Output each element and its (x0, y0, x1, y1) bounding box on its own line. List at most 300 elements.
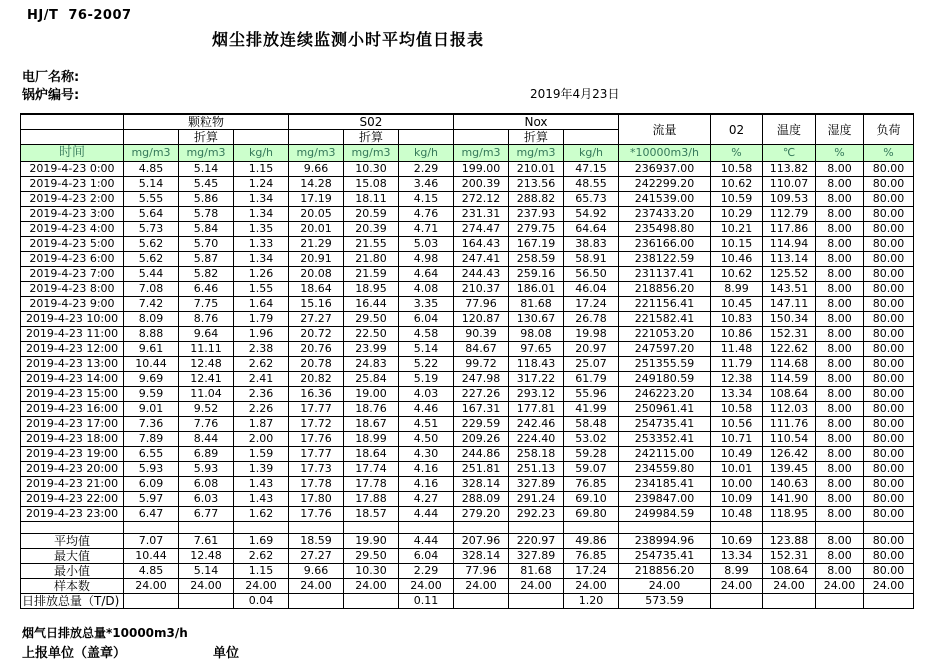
value-cell: 2.36 (234, 387, 289, 402)
plant-name-label: 电厂名称: (22, 70, 80, 85)
value-cell: 1.96 (234, 327, 289, 342)
value-cell: 18.67 (344, 417, 399, 432)
value-cell: 9.61 (124, 342, 179, 357)
unit-cell: mg/m3 (289, 145, 344, 162)
value-cell: 17.72 (289, 417, 344, 432)
value-cell: 4.44 (399, 507, 454, 522)
time-cell: 2019-4-23 23:00 (21, 507, 124, 522)
value-cell: 5.19 (399, 372, 454, 387)
value-cell: 6.89 (179, 447, 234, 462)
value-cell: 7.61 (179, 534, 234, 549)
spacer-cell (21, 522, 124, 534)
value-cell: 21.29 (289, 237, 344, 252)
value-cell: 64.64 (564, 222, 619, 237)
value-cell: 80.00 (864, 177, 914, 192)
value-cell: 130.67 (509, 312, 564, 327)
value-cell: 5.64 (124, 207, 179, 222)
value-cell: 118.43 (509, 357, 564, 372)
value-cell: 249984.59 (619, 507, 711, 522)
value-cell: 80.00 (864, 447, 914, 462)
converted-label-nox: 折算 (509, 130, 564, 145)
unit-cell: % (816, 145, 864, 162)
table-row (21, 267, 914, 282)
value-cell: 80.00 (864, 207, 914, 222)
value-cell: 200.39 (454, 177, 509, 192)
blank-header-cell (234, 130, 289, 145)
value-cell: 11.04 (179, 387, 234, 402)
value-cell: 19.00 (344, 387, 399, 402)
value-cell: 8.99 (711, 282, 763, 297)
value-cell (763, 594, 816, 609)
spacer-cell (564, 522, 619, 534)
value-cell: 8.00 (816, 162, 864, 177)
value-cell: 3.35 (399, 297, 454, 312)
value-cell: 249180.59 (619, 372, 711, 387)
value-cell: 6.03 (179, 492, 234, 507)
value-cell: 81.68 (509, 297, 564, 312)
unit-cell: kg/h (564, 145, 619, 162)
value-cell: 8.88 (124, 327, 179, 342)
value-cell: 80.00 (864, 492, 914, 507)
time-cell: 2019-4-23 9:00 (21, 297, 124, 312)
table-row (21, 372, 914, 387)
page-title: 烟尘排放连续监测小时平均值日报表 (212, 30, 485, 49)
value-cell: 17.24 (564, 297, 619, 312)
value-cell: 5.22 (399, 357, 454, 372)
value-cell: 110.54 (763, 432, 816, 447)
value-cell: 6.04 (399, 312, 454, 327)
value-cell: 254735.41 (619, 549, 711, 564)
value-cell: 20.05 (289, 207, 344, 222)
table-row (21, 492, 914, 507)
summary-label: 最大值 (21, 549, 124, 564)
value-cell: 24.00 (399, 579, 454, 594)
value-cell: 14.28 (289, 177, 344, 192)
value-cell: 20.08 (289, 267, 344, 282)
value-cell: 80.00 (864, 534, 914, 549)
value-cell: 4.16 (399, 462, 454, 477)
value-cell: 1.20 (564, 594, 619, 609)
value-cell: 108.64 (763, 564, 816, 579)
table-row (21, 432, 914, 447)
value-cell: 5.97 (124, 492, 179, 507)
value-cell: 4.76 (399, 207, 454, 222)
time-cell: 2019-4-23 5:00 (21, 237, 124, 252)
time-cell: 2019-4-23 17:00 (21, 417, 124, 432)
value-cell: 5.84 (179, 222, 234, 237)
value-cell: 573.59 (619, 594, 711, 609)
spacer-cell (454, 522, 509, 534)
unit-cell: mg/m3 (344, 145, 399, 162)
value-cell: 8.00 (816, 207, 864, 222)
unit-cell: mg/m3 (509, 145, 564, 162)
value-cell: 10.58 (711, 162, 763, 177)
value-cell: 22.50 (344, 327, 399, 342)
summary-row (21, 534, 914, 549)
value-cell: 8.00 (816, 492, 864, 507)
value-cell: 207.96 (454, 534, 509, 549)
value-cell: 6.46 (179, 282, 234, 297)
value-cell: 125.52 (763, 267, 816, 282)
value-cell: 80.00 (864, 462, 914, 477)
value-cell: 20.39 (344, 222, 399, 237)
value-cell: 99.72 (454, 357, 509, 372)
value-cell: 80.00 (864, 327, 914, 342)
spacer-cell (234, 522, 289, 534)
value-cell: 25.84 (344, 372, 399, 387)
value-cell: 4.58 (399, 327, 454, 342)
table-row (21, 477, 914, 492)
value-cell: 24.00 (619, 579, 711, 594)
value-cell: 244.86 (454, 447, 509, 462)
blank-header-cell (289, 130, 344, 145)
time-cell: 2019-4-23 8:00 (21, 282, 124, 297)
value-cell: 218856.20 (619, 564, 711, 579)
value-cell: 29.50 (344, 549, 399, 564)
value-cell: 8.00 (816, 564, 864, 579)
value-cell: 10.30 (344, 162, 399, 177)
value-cell: 244.43 (454, 267, 509, 282)
time-cell: 2019-4-23 3:00 (21, 207, 124, 222)
value-cell: 122.62 (763, 342, 816, 357)
value-cell: 274.47 (454, 222, 509, 237)
value-cell: 1.69 (234, 534, 289, 549)
hourly-rows (21, 162, 914, 522)
value-cell: 5.86 (179, 192, 234, 207)
value-cell: 69.10 (564, 492, 619, 507)
value-cell: 8.00 (816, 327, 864, 342)
value-cell: 4.03 (399, 387, 454, 402)
value-cell: 58.91 (564, 252, 619, 267)
value-cell: 8.00 (816, 387, 864, 402)
value-cell: 120.87 (454, 312, 509, 327)
summary-row (21, 549, 914, 564)
value-cell (864, 594, 914, 609)
value-cell: 114.68 (763, 357, 816, 372)
value-cell: 1.34 (234, 192, 289, 207)
value-cell: 24.00 (124, 579, 179, 594)
reporting-unit-label: 上报单位（盖章） (22, 646, 127, 661)
value-cell: 114.94 (763, 237, 816, 252)
value-cell: 10.21 (711, 222, 763, 237)
value-cell: 9.69 (124, 372, 179, 387)
value-cell: 65.73 (564, 192, 619, 207)
value-cell: 241539.00 (619, 192, 711, 207)
value-cell: 9.66 (289, 564, 344, 579)
table-row (21, 312, 914, 327)
value-cell: 1.15 (234, 162, 289, 177)
value-cell: 4.51 (399, 417, 454, 432)
value-cell: 12.41 (179, 372, 234, 387)
value-cell: 6.55 (124, 447, 179, 462)
value-cell: 8.00 (816, 342, 864, 357)
value-cell: 147.11 (763, 297, 816, 312)
value-cell: 48.55 (564, 177, 619, 192)
value-cell: 272.12 (454, 192, 509, 207)
blank-header-cell (399, 130, 454, 145)
value-cell: 8.00 (816, 297, 864, 312)
table-row (21, 177, 914, 192)
spacer-cell (124, 522, 179, 534)
value-cell: 80.00 (864, 267, 914, 282)
value-cell: 328.14 (454, 477, 509, 492)
value-cell: 24.83 (344, 357, 399, 372)
value-cell: 279.75 (509, 222, 564, 237)
value-cell: 4.27 (399, 492, 454, 507)
time-cell: 2019-4-23 1:00 (21, 177, 124, 192)
table-row (21, 207, 914, 222)
value-cell: 199.00 (454, 162, 509, 177)
value-cell: 250961.41 (619, 402, 711, 417)
value-cell: 288.82 (509, 192, 564, 207)
value-cell: 237.93 (509, 207, 564, 222)
value-cell: 27.27 (289, 549, 344, 564)
time-cell: 2019-4-23 16:00 (21, 402, 124, 417)
value-cell: 1.59 (234, 447, 289, 462)
value-cell: 24.00 (509, 579, 564, 594)
value-cell: 4.50 (399, 432, 454, 447)
blank-header-cell (564, 130, 619, 145)
value-cell: 24.00 (344, 579, 399, 594)
table-row (21, 282, 914, 297)
value-cell: 8.00 (816, 177, 864, 192)
value-cell: 210.01 (509, 162, 564, 177)
value-cell: 227.26 (454, 387, 509, 402)
value-cell: 224.40 (509, 432, 564, 447)
value-cell: 7.36 (124, 417, 179, 432)
value-cell: 80.00 (864, 162, 914, 177)
value-cell: 24.00 (763, 579, 816, 594)
value-cell: 8.00 (816, 267, 864, 282)
value-cell: 17.19 (289, 192, 344, 207)
value-cell: 4.85 (124, 162, 179, 177)
time-cell: 2019-4-23 21:00 (21, 477, 124, 492)
value-cell: 15.16 (289, 297, 344, 312)
value-cell: 16.44 (344, 297, 399, 312)
table-row (21, 387, 914, 402)
blank-header-cell (454, 130, 509, 145)
value-cell: 5.44 (124, 267, 179, 282)
blank-header-cell (21, 130, 124, 145)
value-cell: 7.76 (179, 417, 234, 432)
value-cell: 235498.80 (619, 222, 711, 237)
value-cell: 10.45 (711, 297, 763, 312)
value-cell: 1.55 (234, 282, 289, 297)
value-cell: 113.82 (763, 162, 816, 177)
value-cell: 8.00 (816, 312, 864, 327)
value-cell: 17.76 (289, 432, 344, 447)
value-cell: 24.00 (816, 579, 864, 594)
value-cell: 141.90 (763, 492, 816, 507)
value-cell: 1.34 (234, 252, 289, 267)
value-cell: 6.09 (124, 477, 179, 492)
unit-cell: mg/m3 (179, 145, 234, 162)
value-cell: 112.03 (763, 402, 816, 417)
blank-header-cell (124, 130, 179, 145)
flue-gas-daily-total-label: 烟气日排放总量*10000m3/h (22, 626, 188, 640)
value-cell: 10.15 (711, 237, 763, 252)
value-cell: 221053.20 (619, 327, 711, 342)
value-cell: 5.14 (179, 564, 234, 579)
value-cell: 10.29 (711, 207, 763, 222)
value-cell: 49.86 (564, 534, 619, 549)
value-cell: 24.00 (234, 579, 289, 594)
value-cell: 247.41 (454, 252, 509, 267)
table-row (21, 342, 914, 357)
value-cell: 8.44 (179, 432, 234, 447)
value-cell: 5.82 (179, 267, 234, 282)
value-cell: 234185.41 (619, 477, 711, 492)
value-cell: 41.99 (564, 402, 619, 417)
table-row (21, 507, 914, 522)
value-cell: 114.59 (763, 372, 816, 387)
table-row (21, 357, 914, 372)
value-cell: 1.33 (234, 237, 289, 252)
value-cell: 8.00 (816, 477, 864, 492)
spacer-cell (864, 522, 914, 534)
unit-cell: *10000m3/h (619, 145, 711, 162)
value-cell: 10.00 (711, 477, 763, 492)
value-cell: 17.78 (289, 477, 344, 492)
value-cell: 80.00 (864, 417, 914, 432)
value-cell: 2.29 (399, 564, 454, 579)
value-cell: 8.00 (816, 192, 864, 207)
value-cell: 24.00 (179, 579, 234, 594)
value-cell: 259.16 (509, 267, 564, 282)
value-cell: 90.39 (454, 327, 509, 342)
value-cell: 218856.20 (619, 282, 711, 297)
value-cell: 177.81 (509, 402, 564, 417)
value-cell: 279.20 (454, 507, 509, 522)
value-cell: 20.01 (289, 222, 344, 237)
value-cell: 10.83 (711, 312, 763, 327)
time-cell: 2019-4-23 6:00 (21, 252, 124, 267)
value-cell: 164.43 (454, 237, 509, 252)
value-cell: 80.00 (864, 564, 914, 579)
value-cell: 8.09 (124, 312, 179, 327)
value-cell: 109.53 (763, 192, 816, 207)
value-cell: 242299.20 (619, 177, 711, 192)
value-cell: 19.90 (344, 534, 399, 549)
value-cell: 1.43 (234, 492, 289, 507)
value-cell: 18.64 (289, 282, 344, 297)
value-cell: 18.64 (344, 447, 399, 462)
value-cell: 61.79 (564, 372, 619, 387)
value-cell: 18.57 (344, 507, 399, 522)
value-cell: 2.00 (234, 432, 289, 447)
value-cell: 4.98 (399, 252, 454, 267)
value-cell: 246223.20 (619, 387, 711, 402)
value-cell: 20.82 (289, 372, 344, 387)
value-cell: 1.79 (234, 312, 289, 327)
value-cell: 5.14 (124, 177, 179, 192)
value-cell: 231137.41 (619, 267, 711, 282)
value-cell: 8.00 (816, 282, 864, 297)
value-cell: 251355.59 (619, 357, 711, 372)
value-cell: 8.00 (816, 222, 864, 237)
value-cell: 253352.41 (619, 432, 711, 447)
value-cell: 167.19 (509, 237, 564, 252)
header-units-row (21, 145, 914, 162)
value-cell: 238994.96 (619, 534, 711, 549)
value-cell: 80.00 (864, 387, 914, 402)
value-cell: 229.59 (454, 417, 509, 432)
value-cell: 8.00 (816, 447, 864, 462)
value-cell: 80.00 (864, 192, 914, 207)
value-cell: 10.46 (711, 252, 763, 267)
converted-label-so2: 折算 (344, 130, 399, 145)
spacer-cell (399, 522, 454, 534)
value-cell: 5.73 (124, 222, 179, 237)
value-cell: 4.64 (399, 267, 454, 282)
converted-label-pm: 折算 (179, 130, 234, 145)
time-cell: 2019-4-23 15:00 (21, 387, 124, 402)
value-cell: 239847.00 (619, 492, 711, 507)
value-cell: 11.48 (711, 342, 763, 357)
spacer-cell (619, 522, 711, 534)
value-cell: 84.67 (454, 342, 509, 357)
value-cell: 242115.00 (619, 447, 711, 462)
value-cell: 126.42 (763, 447, 816, 462)
value-cell: 80.00 (864, 432, 914, 447)
value-cell: 113.14 (763, 252, 816, 267)
value-cell: 10.62 (711, 177, 763, 192)
value-cell: 1.34 (234, 207, 289, 222)
value-cell: 21.59 (344, 267, 399, 282)
table-row (21, 327, 914, 342)
value-cell: 55.96 (564, 387, 619, 402)
value-cell: 5.14 (179, 162, 234, 177)
unit-cell: % (864, 145, 914, 162)
value-cell (454, 594, 509, 609)
value-cell: 6.08 (179, 477, 234, 492)
value-cell: 20.76 (289, 342, 344, 357)
value-cell: 117.86 (763, 222, 816, 237)
value-cell: 5.78 (179, 207, 234, 222)
value-cell (124, 594, 179, 609)
value-cell: 317.22 (509, 372, 564, 387)
value-cell: 80.00 (864, 402, 914, 417)
value-cell: 150.34 (763, 312, 816, 327)
summary-row (21, 594, 914, 609)
value-cell: 2.62 (234, 549, 289, 564)
value-cell: 38.83 (564, 237, 619, 252)
value-cell: 11.79 (711, 357, 763, 372)
time-cell: 2019-4-23 2:00 (21, 192, 124, 207)
value-cell: 8.00 (816, 402, 864, 417)
value-cell: 231.31 (454, 207, 509, 222)
value-cell: 1.39 (234, 462, 289, 477)
value-cell: 17.78 (344, 477, 399, 492)
value-cell: 152.31 (763, 327, 816, 342)
value-cell: 139.45 (763, 462, 816, 477)
table-row (21, 252, 914, 267)
value-cell: 2.38 (234, 342, 289, 357)
value-cell: 80.00 (864, 549, 914, 564)
value-cell: 7.75 (179, 297, 234, 312)
value-cell: 10.56 (711, 417, 763, 432)
value-cell: 221582.41 (619, 312, 711, 327)
spacer-cell (179, 522, 234, 534)
value-cell: 209.26 (454, 432, 509, 447)
time-cell: 2019-4-23 14:00 (21, 372, 124, 387)
value-cell: 80.00 (864, 282, 914, 297)
value-cell: 10.48 (711, 507, 763, 522)
value-cell: 1.26 (234, 267, 289, 282)
value-cell: 327.89 (509, 549, 564, 564)
table-row (21, 447, 914, 462)
value-cell: 1.24 (234, 177, 289, 192)
